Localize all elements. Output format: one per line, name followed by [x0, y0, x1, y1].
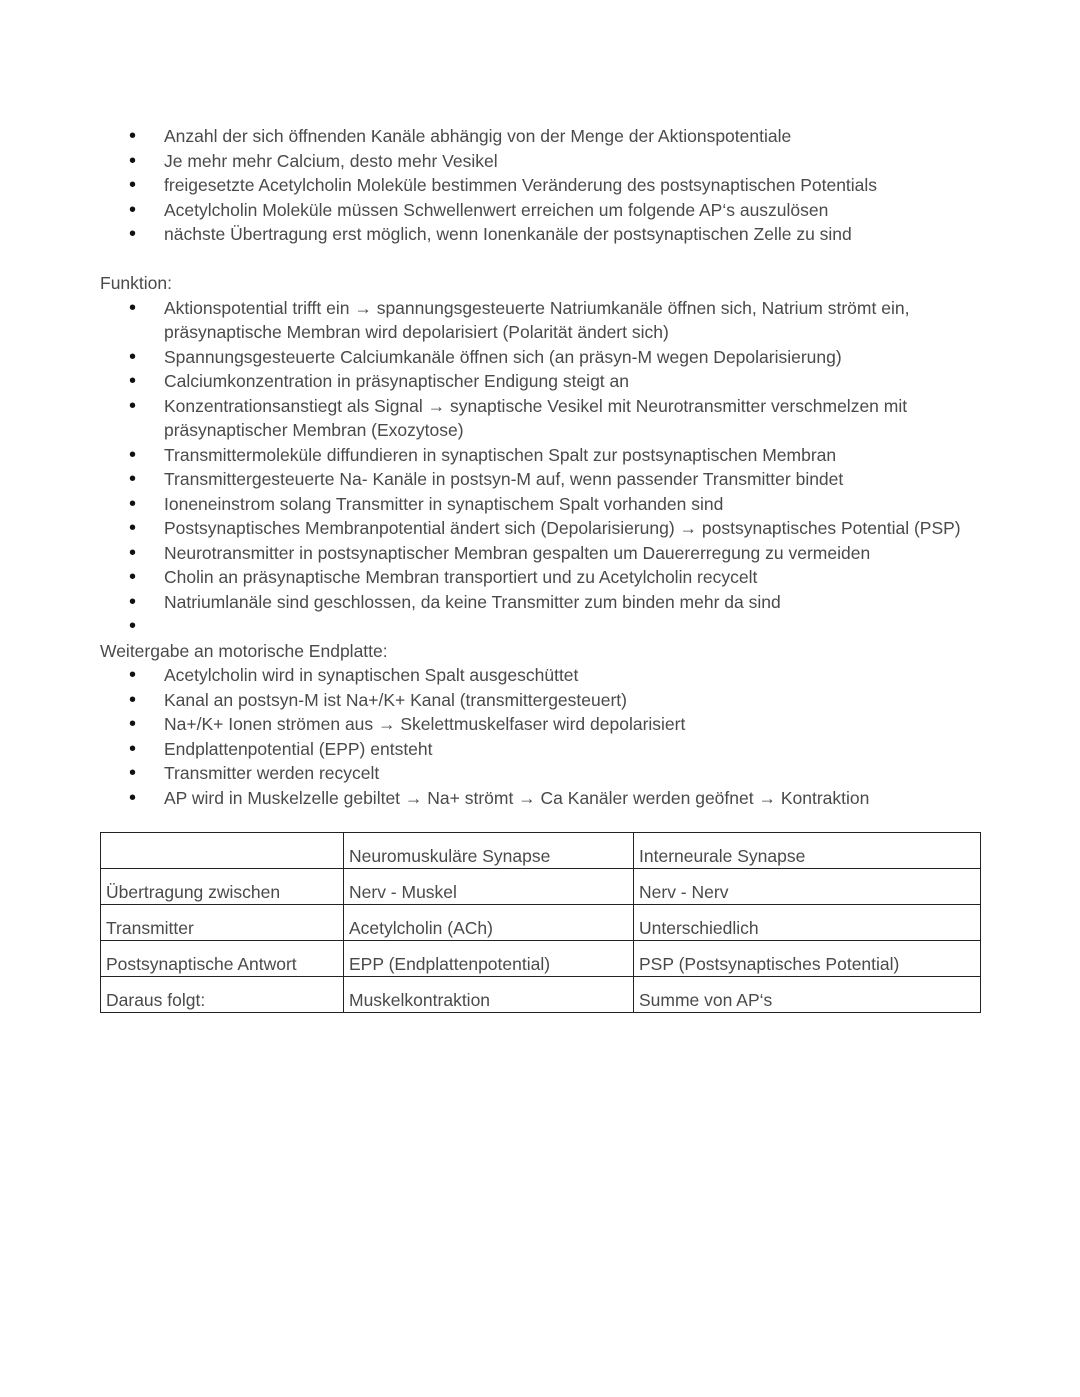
table-cell: Muskelkontraktion	[344, 977, 634, 1013]
list-item: • Calciumkonzentration in präsynaptischer Endigung steigt an	[100, 369, 980, 394]
comparison-table	[100, 832, 981, 1013]
table-header-cell	[101, 833, 344, 869]
table-cell: EPP (Endplattenpotential)	[344, 941, 634, 977]
table-row	[101, 977, 981, 1013]
list-item: • Postsynaptisches Membranpotential ändert sich (Depolarisierung) → postsynaptisches Potential (PSP)	[100, 516, 980, 541]
table-cell: Nerv - Muskel	[344, 869, 634, 905]
list-item: • Transmittergesteuerte Na- Kanäle in postsyn-M auf, wenn passender Transmitter bindet	[100, 467, 980, 492]
funktion-bullet-list	[100, 296, 980, 639]
document-body	[100, 124, 980, 810]
list-item: • Acetylcholin Moleküle müssen Schwellenwert erreichen um folgende AP‘s auszulösen	[100, 198, 980, 223]
endplatte-bullet-list	[100, 663, 980, 810]
table-header-cell: Neuromuskuläre Synapse	[344, 833, 634, 869]
list-item: • Natriumlanäle sind geschlossen, da keine Transmitter zum binden mehr da sind	[100, 590, 980, 615]
intro-bullet-list	[100, 124, 980, 247]
list-item: • Aktionspotential trifft ein → spannungsgesteuerte Natriumkanäle öffnen sich, Natrium strömt ein, präsynaptische Membran wird depolarisiert (Polarität ändert sich)	[100, 296, 980, 345]
table-cell: Übertragung zwischen	[101, 869, 344, 905]
table-cell: Postsynaptische Antwort	[101, 941, 344, 977]
table-cell: Nerv - Nerv	[634, 869, 981, 905]
table-cell: Acetylcholin (ACh)	[344, 905, 634, 941]
list-item: • freigesetzte Acetylcholin Moleküle bestimmen Veränderung des postsynaptischen Potentials	[100, 173, 980, 198]
list-item: • Je mehr mehr Calcium, desto mehr Vesikel	[100, 149, 980, 174]
table-cell: Unterschiedlich	[634, 905, 981, 941]
list-item: • Ioneneinstrom solang Transmitter in synaptischem Spalt vorhanden sind	[100, 492, 980, 517]
section-heading-funktion: Funktion:	[100, 273, 172, 293]
list-item: • Kanal an postsyn-M ist Na+/K+ Kanal (transmittergesteuert)	[100, 688, 980, 713]
table-cell: Summe von AP‘s	[634, 977, 981, 1013]
spacer	[100, 247, 980, 272]
table-header-cell: Interneurale Synapse	[634, 833, 981, 869]
table-row	[101, 941, 981, 977]
list-item: • Endplattenpotential (EPP) entsteht	[100, 737, 980, 762]
table-row	[101, 905, 981, 941]
table-cell: Transmitter	[101, 905, 344, 941]
list-item: • Transmitter werden recycelt	[100, 761, 980, 786]
section-heading-endplatte: Weitergabe an motorische Endplatte:	[100, 640, 388, 661]
list-item: • Na+/K+ Ionen strömen aus → Skelettmuskelfaser wird depolarisiert	[100, 712, 980, 737]
list-item: • Anzahl der sich öffnenden Kanäle abhängig von der Menge der Aktionspotentiale	[100, 124, 980, 149]
list-item: • Transmittermoleküle diffundieren in synaptischen Spalt zur postsynaptischen Membran	[100, 443, 980, 468]
table-row	[101, 869, 981, 905]
table-cell: Daraus folgt:	[101, 977, 344, 1013]
list-item: • Neurotransmitter in postsynaptischer Membran gespalten um Dauererregung zu vermeiden	[100, 541, 980, 566]
list-item: • nächste Übertragung erst möglich, wenn Ionenkanäle der postsynaptischen Zelle zu sind	[100, 222, 980, 247]
table-cell: PSP (Postsynaptisches Potential)	[634, 941, 981, 977]
list-item: • Spannungsgesteuerte Calciumkanäle öffnen sich (an präsyn-M wegen Depolarisierung)	[100, 345, 980, 370]
list-item-empty	[100, 614, 980, 639]
list-item: • AP wird in Muskelzelle gebiltet → Na+ strömt → Ca Kanäler werden geöfnet → Kontraktion	[100, 786, 980, 811]
list-item: • Acetylcholin wird in synaptischen Spalt ausgeschüttet	[100, 663, 980, 688]
list-item: • Cholin an präsynaptische Membran transportiert und zu Acetylcholin recycelt	[100, 565, 980, 590]
table-header-row	[101, 833, 981, 869]
list-item: • Konzentrationsanstiegt als Signal → synaptische Vesikel mit Neurotransmitter verschmelzen mit präsynaptischer Membran (Exozytose)	[100, 394, 980, 443]
